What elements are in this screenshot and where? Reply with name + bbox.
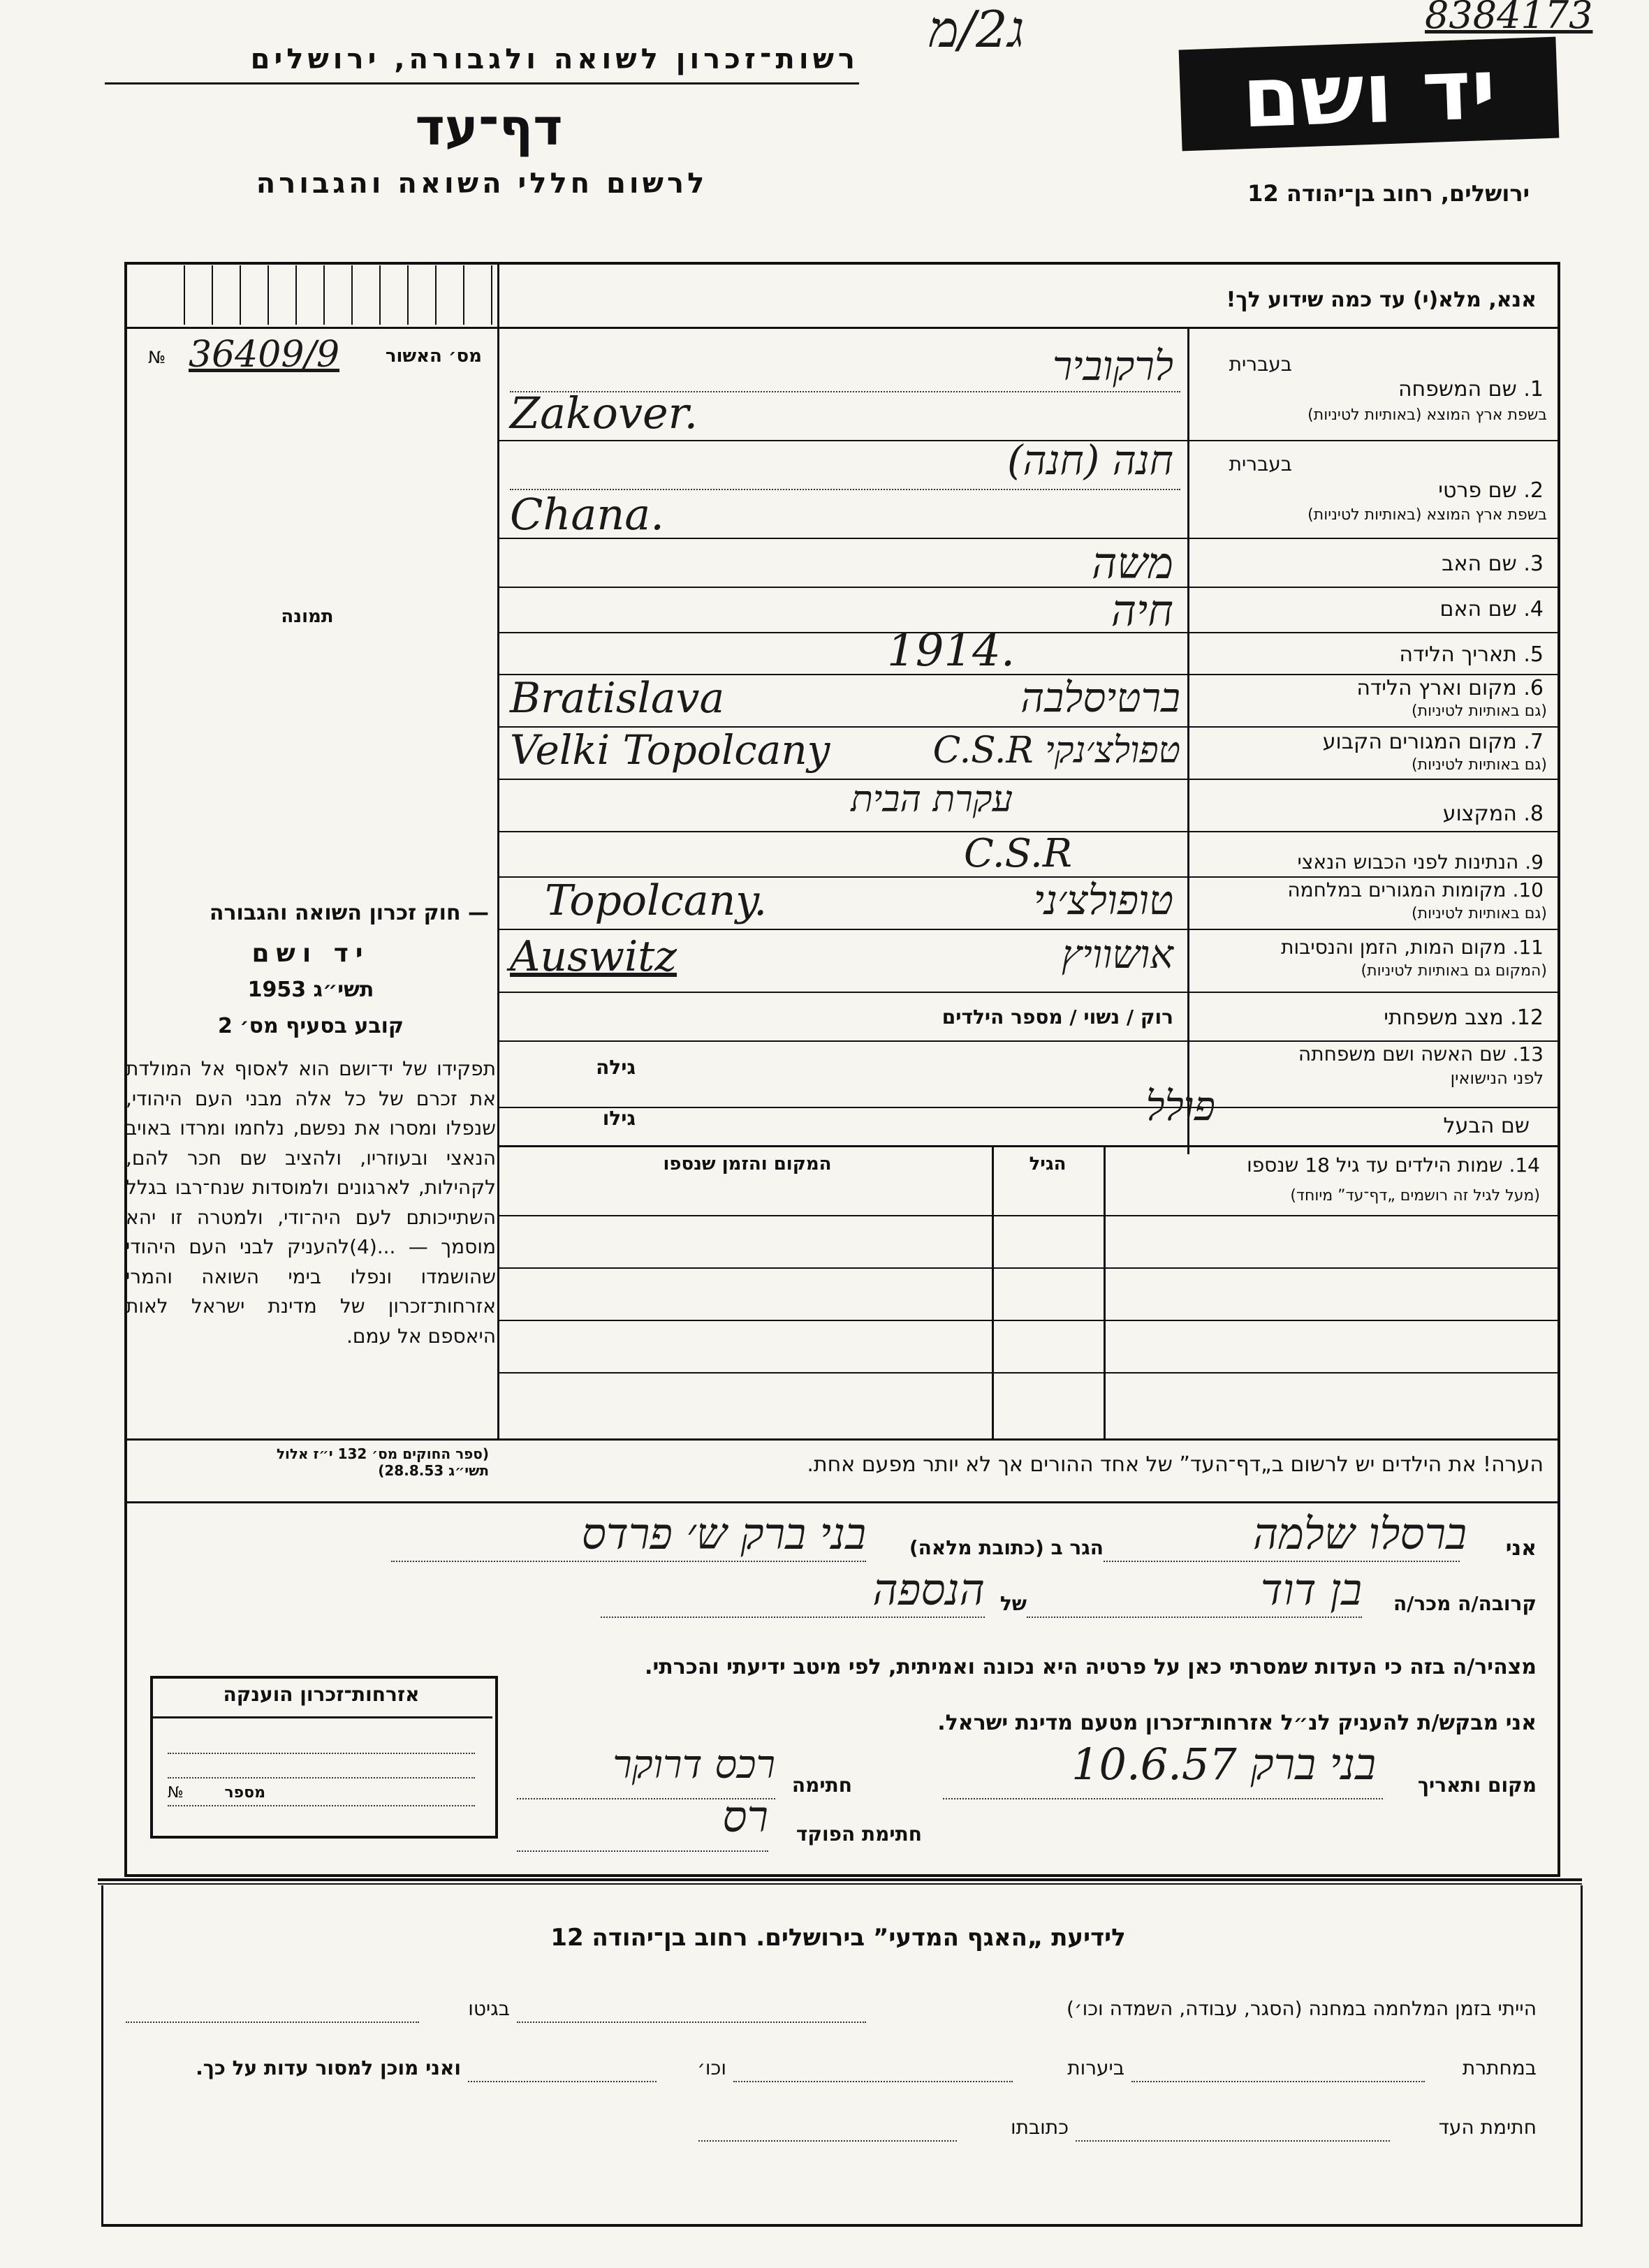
field11-label: 11. מקום המות, הזמן והנסיבות [1281, 936, 1544, 959]
field1-sub: בשפת ארץ המוצא (באותיות לטיניות) [1307, 406, 1547, 424]
declarant-of-label: של [999, 1592, 1027, 1615]
intro-text: אנא, מלא(י) עד כמה שידוע לך! [1226, 288, 1537, 312]
info-underground-label: במחתרת [1462, 2056, 1537, 2079]
law-clause: קובע בסעיף מס׳ 2 [217, 1014, 404, 1038]
field4-label-text: שם האם [1439, 597, 1517, 621]
field5-label-text: תאריך הלידה [1399, 642, 1517, 667]
field11-value-latin[interactable]: Auswitz [510, 932, 677, 981]
form-title: דף־עד [415, 98, 563, 156]
note: הערה! את הילדים יש לרשום ב„דף־העד” של אחד ההורים אך לא יותר מפעם אחת. [807, 1452, 1544, 1477]
field1-label-text: שם המשפחה [1398, 377, 1517, 402]
info-ghetto-label: בגיטו [468, 1997, 510, 2020]
info-etc-label: וכו׳ [697, 2056, 726, 2079]
field9-label-text: הנתינות לפני הכבוש הנאצי [1297, 850, 1519, 874]
declarant-i-value[interactable]: ברסלו שלמה [1252, 1508, 1467, 1559]
field8-label: 8. המקצוע [1442, 802, 1544, 826]
field1-value-he[interactable]: לרקוביר [1052, 342, 1173, 390]
field2-label: 2. שם פרטי [1438, 478, 1544, 503]
info-witness-signature-label: חתימת העד [1438, 2116, 1537, 2139]
field6-label: 6. מקום וארץ הלידה [1356, 676, 1544, 700]
declarant-resident-label: הגר ב (כתובת מלאה) [909, 1536, 1104, 1559]
field11-label-text: מקום המות, הזמן והנסיבות [1281, 936, 1507, 959]
field12-label-text: מצב משפחתי [1384, 1006, 1504, 1030]
field12-value: רוק / נשוי / מספר הילדים [941, 1006, 1173, 1029]
field1-label: 1. שם המשפחה [1398, 377, 1544, 402]
field5-value[interactable]: 1914. [887, 625, 1016, 677]
field6-sub: (גם באותיות לטיניות) [1412, 702, 1547, 720]
field8-value[interactable]: עקרת הבית [851, 779, 1013, 820]
handwritten-top-mid: ג2/מ [929, 0, 1025, 59]
signature-value[interactable]: רכס דרוקר [613, 1742, 775, 1788]
field10-label-text: מקומות המגורים במלחמה [1287, 878, 1507, 901]
declarant-relative-label: קרובה/ה מכר/ה [1393, 1592, 1537, 1615]
field3-label: 3. שם האב [1442, 552, 1544, 576]
authority-name: רשות־זכרון לשואה ולגבורה, ירושלים [250, 43, 859, 75]
info-camp-label: הייתי בזמן המלחמה במחנה (הסגר, עבודה, השמדה וכו׳) [1067, 1997, 1537, 2020]
field10-label: 10. מקומות המגורים במלחמה [1287, 878, 1544, 901]
field4-value[interactable]: חיה [1111, 585, 1173, 636]
field11-value-he[interactable]: אושוויץ [1061, 932, 1173, 978]
request-text: אני מבקש/ת להעניק לנ״ל אזרחות־זכרון מטעם מדינת ישראל. [937, 1711, 1537, 1735]
field7-label-text: מקום המגורים הקבוע [1322, 730, 1517, 754]
declaration-text: מצהיר/ה בזה כי העדות שמסרתי כאן על פרטיה היא נכונה ואמיתית, לפי מיטב ידיעתי והכרתי. [645, 1655, 1537, 1679]
field5-label: 5. תאריך הלידה [1399, 642, 1544, 667]
field3-label-text: שם האב [1442, 552, 1517, 576]
yad-vashem-logo: יד ושם [1179, 37, 1560, 152]
field13-sub: לפני הנישואין [1450, 1068, 1544, 1088]
declarant-i-label: אני [1505, 1536, 1537, 1561]
field10-value-he[interactable]: טופולצ׳ני [1033, 876, 1173, 924]
approval-number-label: מס׳ האשור [385, 346, 482, 367]
address: ירושלים, רחוב בן־יהודה 12 [1247, 180, 1530, 207]
declarant-relative-value[interactable]: בן דוד [1260, 1564, 1362, 1615]
field8-label-text: המקצוע [1442, 802, 1517, 826]
field2-label-text: שם פרטי [1438, 478, 1517, 503]
field2-value-he[interactable]: חנה (חנה) [1006, 436, 1173, 484]
husband-value-he[interactable]: פולל [1145, 1082, 1215, 1130]
law-name: יד ושם [251, 939, 370, 968]
field1-value-latin[interactable]: Zakover. [510, 388, 698, 439]
field3-value[interactable]: משה [1092, 538, 1173, 589]
husband-label: שם הבעל [1443, 1114, 1530, 1138]
field7-value-he[interactable]: טפולצ׳נקי C.S.R [932, 730, 1180, 772]
field10-sub: (גם באותיות לטיניות) [1412, 905, 1547, 922]
field13-value: גילה [596, 1056, 636, 1079]
husband-value: גילו [602, 1107, 636, 1130]
field13-label: 13. שם האשה ושם משפחתה [1298, 1043, 1544, 1066]
info-address-label: כתובתו [1010, 2116, 1069, 2139]
children-sub: (מעל לגיל זה רושמים „דף־עד” מיוחד) [1290, 1187, 1540, 1205]
field9-label: 9. הנתינות לפני הכבוש הנאצי [1297, 850, 1544, 874]
field7-label: 7. מקום המגורים הקבוע [1322, 730, 1544, 754]
field1-lang: בעברית [1229, 353, 1292, 376]
info-testimony-label: ואני מוכן למסור עדות על כך. [196, 2056, 461, 2079]
law-source: (ספר החוקים מס׳ 132 י״ז אלול תשי״ג 28.8.53) [276, 1445, 489, 1479]
citizenship-number-prefix: № [168, 1784, 184, 1802]
officer-signature-label: חתימת הפוקד [796, 1822, 922, 1846]
field4-label: 4. שם האם [1439, 597, 1544, 621]
declarant-of-value[interactable]: הנספה [872, 1564, 985, 1615]
photo-label: תמונה [281, 606, 334, 627]
field9-value[interactable]: C.S.R [964, 831, 1072, 876]
law-title: — חוק זכרון השואה והגבורה [209, 901, 489, 925]
citizenship-number-label: מספר [224, 1784, 265, 1802]
children-col-age: הגיל [1029, 1154, 1067, 1174]
citizenship-box-title: אזרחות־זכרון הוענקה [223, 1683, 420, 1706]
children-col-place: המקום והזמן שנספו [663, 1154, 832, 1174]
children-label: 14. שמות הילדים עד גיל 18 שנספו [1247, 1154, 1540, 1177]
field10-value-latin[interactable]: Topolcany. [545, 876, 768, 925]
tick-marks [157, 265, 492, 325]
info-forests-label: ביערות [1067, 2056, 1124, 2079]
place-date-label: מקום ותאריך [1417, 1774, 1537, 1797]
field12-label: 12. מצב משפחתי [1384, 1006, 1544, 1030]
info-title: לידיעת „האגף המדעי” בירושלים. רחוב בן־יהודה 12 [550, 1924, 1126, 1952]
signature-label: חתימה [791, 1774, 852, 1797]
handwritten-top-right: 8384173 [1425, 0, 1593, 37]
form-subtitle: לרשום חללי השואה והגבורה [256, 168, 708, 200]
field2-sub: בשפת ארץ המוצא (באותיות לטיניות) [1307, 506, 1547, 524]
field6-label-text: מקום וארץ הלידה [1356, 676, 1517, 700]
field13-label-text: שם האשה ושם משפחתה [1298, 1043, 1507, 1066]
approval-number-value: 36409/9 [189, 334, 340, 376]
place-date-value[interactable]: בני ברק 10.6.57 [1071, 1739, 1376, 1790]
field7-value-latin[interactable]: Velki Topolcany [510, 726, 830, 774]
approval-prefix: № [148, 348, 166, 367]
field6-value-latin[interactable]: Bratislava [510, 674, 725, 723]
field6-value-he[interactable]: ברטיסלבה [1020, 674, 1180, 721]
field2-lang: בעברית [1229, 452, 1292, 476]
officer-signature-value[interactable]: רס [722, 1791, 768, 1842]
field2-value-latin[interactable]: Chana. [510, 489, 664, 540]
law-year: תשי״ג 1953 [247, 978, 374, 1002]
field7-sub: (גם באותיות לטיניות) [1412, 756, 1547, 774]
law-body: תפקידו של יד־ושם הוא לאסוף אל המולדת את זכרם של כל אלה מבני העם היהודי, שנפלו ומסרו את נפשם, נלחמו ומרדו באויב הנאצי ובעוזריו, ולהציב שם חכר להם, לקהילות, לארגונים ולמוסדות שנח־רבו בגלל השתייכותם לעם היה־ודי, ולמטרה זו יהא מוסמך — ...(4)להעניק לבני העם היהודי שהושמדו ונפלו בימי השואה והמרי אזרחות־זכרון של מדינת ישראל לאות היאספם אל עמם. [126, 1057, 496, 1348]
declarant-resident-value[interactable]: בני ברק ש׳ פרדס [581, 1508, 866, 1559]
field11-sub: (המקום גם באותיות לטיניות) [1361, 962, 1547, 980]
